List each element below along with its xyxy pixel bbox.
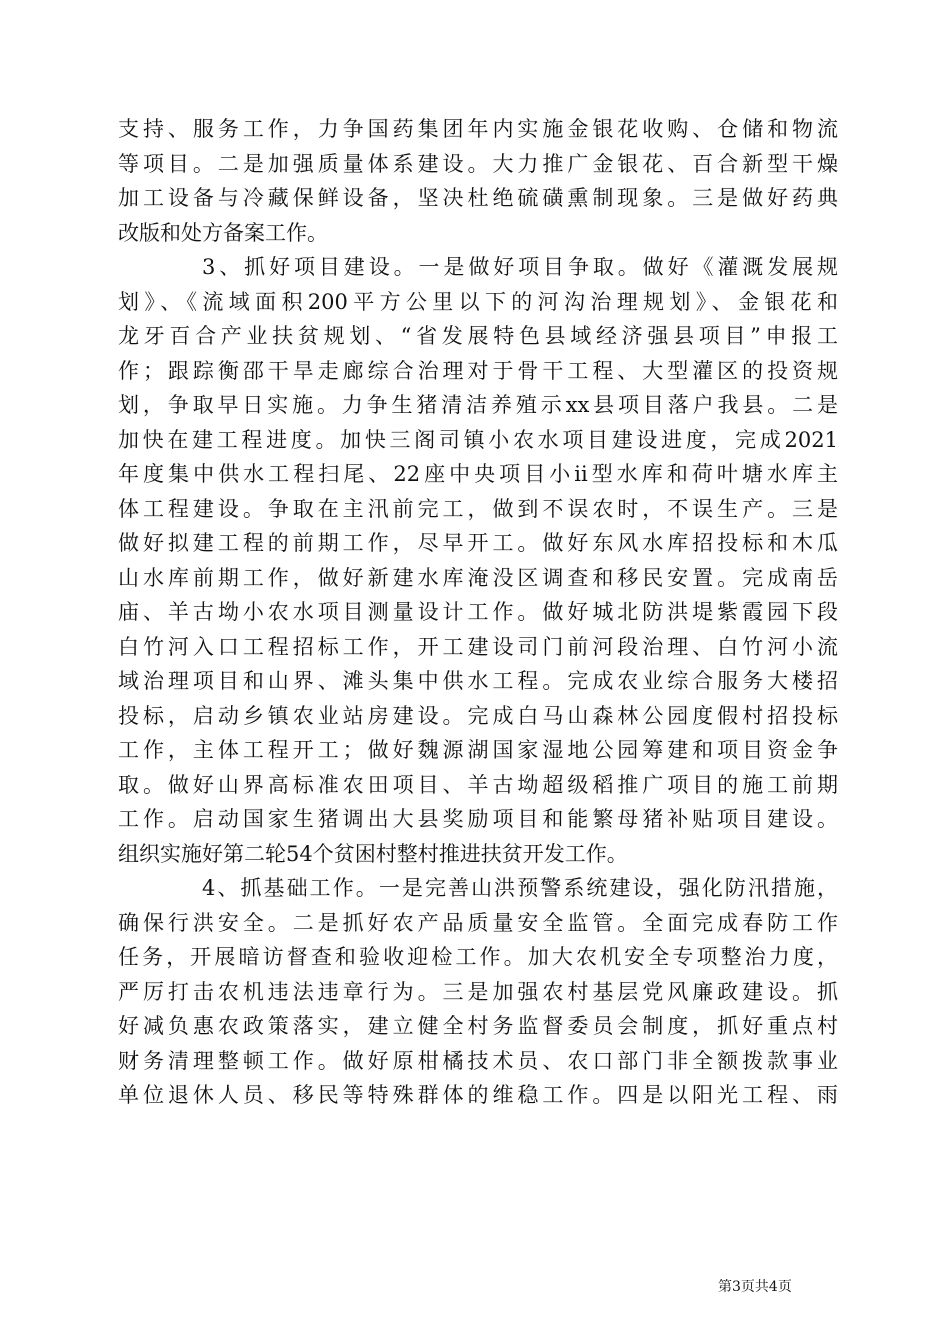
text-line: 山水库前期工作，做好新建水库淹没区调查和移民安置。完成南岳 (118, 565, 838, 590)
text-line: 白竹河入口工程招标工作，开工建设司门前河段治理、白竹河小流 (118, 634, 838, 659)
text-line: 任务，开展暗访督查和验收迎检工作。加大农机安全专项整治力度， (118, 945, 838, 969)
text-line: 确保行洪安全。二是抓好农产品质量安全监管。全面完成春防工作 (118, 910, 838, 935)
text-line: 加工设备与冷藏保鲜设备，坚决杜绝硫磺熏制现象。三是做好药典 (118, 186, 838, 210)
text-line: 做好拟建工程的前期工作，尽早开工。做好东风水库招投标和木瓜 (118, 531, 838, 555)
text-line: 龙牙百合产业扶贫规划、“省发展特色县域经济强县项目”申报工 (118, 324, 838, 348)
text-line: 年度集中供水工程扫尾、22座中央项目小ii型水库和荷叶塘水库主 (118, 462, 838, 486)
text-line: 划》、《流域面积200平方公里以下的河沟治理规划》、金银花和 (118, 289, 838, 314)
text-line: 划，争取早日实施。力争生猪清洁养殖示xx县项目落户我县。二是 (118, 393, 838, 417)
text-line: 加快在建工程进度。加快三阁司镇小农水项目建设进度，完成2021 (118, 427, 838, 452)
text-line: 财务清理整顿工作。做好原柑橘技术员、农口部门非全额拨款事业 (118, 1048, 838, 1073)
text-line: 作；跟踪衡邵干旱走廊综合治理对于骨干工程、大型灌区的投资规 (118, 358, 838, 383)
page-number: 第3页共4页 (718, 1279, 792, 1295)
text-line: 改版和处方备案工作。 (118, 220, 328, 245)
paragraph-start-line: 3、抓好项目建设。一是做好项目争取。做好《灌溉发展规 (202, 255, 838, 279)
text-line: 庙、羊古坳小农水项目测量设计工作。做好城北防洪堤紫霞园下段 (118, 600, 838, 624)
text-line: 投标，启动乡镇农业站房建设。完成白马山森林公园度假村招投标 (118, 703, 838, 728)
text-line: 严厉打击农机违法违章行为。三是加强农村基层党风廉政建设。抓 (118, 979, 838, 1004)
text-line: 支持、服务工作，力争国药集团年内实施金银花收购、仓储和物流 (118, 117, 838, 141)
text-line: 等项目。二是加强质量体系建设。大力推广金银花、百合新型干燥 (118, 151, 838, 176)
text-line: 取。做好山界高标准农田项目、羊古坳超级稻推广项目的施工前期 (118, 772, 838, 797)
text-line: 工作。启动国家生猪调出大县奖励项目和能繁母猪补贴项目建设。 (118, 807, 838, 831)
paragraph-start-line: 4、抓基础工作。一是完善山洪预警系统建设，强化防汛措施， (202, 876, 838, 900)
text-line: 好减负惠农政策落实，建立健全村务监督委员会制度，抓好重点村 (118, 1014, 838, 1038)
text-line: 单位退休人员、移民等特殊群体的维稳工作。四是以阳光工程、雨 (118, 1083, 838, 1107)
text-line: 体工程建设。争取在主汛前完工，做到不误农时，不误生产。三是 (118, 496, 838, 521)
body-text (118, 112, 838, 1113)
text-line: 域治理项目和山界、滩头集中供水工程。完成农业综合服务大楼招 (118, 669, 838, 693)
text-line: 工作，主体工程开工；做好魏源湖国家湿地公园筹建和项目资金争 (118, 738, 838, 762)
text-line: 组织实施好第二轮54个贫困村整村推进扶贫开发工作。 (118, 841, 628, 866)
